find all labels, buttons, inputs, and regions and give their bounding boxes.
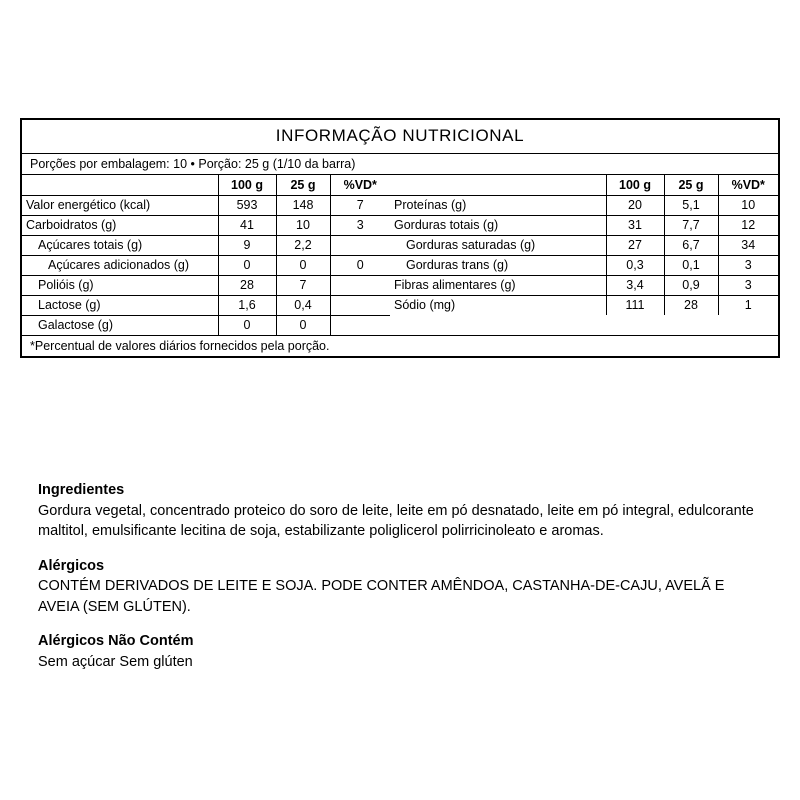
row-value-100g: 1,6 xyxy=(218,295,276,315)
table-row xyxy=(390,275,778,295)
row-label: Polióis (g) xyxy=(22,275,218,295)
row-label: Açúcares totais (g) xyxy=(22,235,218,255)
table-row-spacer xyxy=(390,315,778,335)
table-row xyxy=(390,235,778,255)
header-vd: %VD* xyxy=(330,175,390,195)
row-value-vd: 3 xyxy=(718,255,778,275)
row-label: Carboidratos (g) xyxy=(22,215,218,235)
row-value-100g: 31 xyxy=(606,215,664,235)
row-value-vd: 12 xyxy=(718,215,778,235)
row-value-100g: 9 xyxy=(218,235,276,255)
table-row xyxy=(22,275,390,295)
free-from-text: Sem açúcar Sem glúten xyxy=(38,654,193,671)
row-label: Gorduras trans (g) xyxy=(390,255,606,275)
row-value-25g: 5,1 xyxy=(664,195,718,215)
row-value-100g: 3,4 xyxy=(606,275,664,295)
row-value-25g: 6,7 xyxy=(664,235,718,255)
table-row xyxy=(22,315,390,335)
row-label: Gorduras saturadas (g) xyxy=(390,235,606,255)
row-value-vd xyxy=(330,275,390,295)
row-value-25g: 0 xyxy=(276,315,330,335)
table-row xyxy=(22,255,390,275)
row-value-vd: 1 xyxy=(718,295,778,315)
nutrition-facts-panel xyxy=(20,118,780,358)
row-value-25g: 10 xyxy=(276,215,330,235)
ingredients-heading: Ingredientes xyxy=(38,482,125,498)
spacer-cell xyxy=(718,315,778,335)
row-value-25g: 0,4 xyxy=(276,295,330,315)
allergens-heading: Alérgicos xyxy=(38,557,105,574)
row-value-vd: 7 xyxy=(330,195,390,215)
table-row xyxy=(22,295,390,315)
row-value-100g: 27 xyxy=(606,235,664,255)
row-value-25g: 0,9 xyxy=(664,275,718,295)
table-row xyxy=(22,235,390,255)
row-value-25g: 7 xyxy=(276,275,330,295)
row-value-100g: 0 xyxy=(218,255,276,275)
row-value-25g: 0 xyxy=(276,255,330,275)
table-header-row xyxy=(22,175,390,195)
table-header-row xyxy=(390,175,778,195)
row-value-100g: 0 xyxy=(218,315,276,335)
row-value-100g: 20 xyxy=(606,195,664,215)
row-value-25g: 28 xyxy=(664,295,718,315)
row-label: Fibras alimentares (g) xyxy=(390,275,606,295)
header-blank xyxy=(22,175,218,195)
table-row xyxy=(390,215,778,235)
product-info-block xyxy=(38,480,758,673)
free-from-heading: Alérgicos Não Contém xyxy=(38,633,194,650)
row-value-25g: 7,7 xyxy=(664,215,718,235)
row-label: Gorduras totais (g) xyxy=(390,215,606,235)
table-row xyxy=(22,195,390,215)
header-25g: 25 g xyxy=(276,175,330,195)
row-label: Proteínas (g) xyxy=(390,195,606,215)
row-value-100g: 28 xyxy=(218,275,276,295)
header-100g: 100 g xyxy=(218,175,276,195)
row-value-25g: 2,2 xyxy=(276,235,330,255)
row-value-100g: 593 xyxy=(218,195,276,215)
row-value-vd: 34 xyxy=(718,235,778,255)
nutrition-table-left xyxy=(22,175,390,335)
row-value-vd xyxy=(330,235,390,255)
panel-footnote: *Percentual de valores diários fornecidos pela porção. xyxy=(22,335,778,356)
header-blank xyxy=(390,175,606,195)
row-label: Açúcares adicionados (g) xyxy=(22,255,218,275)
row-value-25g: 0,1 xyxy=(664,255,718,275)
portion-info: Porções por embalagem: 10 • Porção: 25 g (1/10 da barra) xyxy=(22,153,778,175)
row-value-vd: 0 xyxy=(330,255,390,275)
spacer-cell xyxy=(664,315,718,335)
row-label: Valor energético (kcal) xyxy=(22,195,218,215)
row-value-100g: 0,3 xyxy=(606,255,664,275)
row-value-100g: 41 xyxy=(218,215,276,235)
row-value-25g: 148 xyxy=(276,195,330,215)
ingredients-text: Gordura vegetal, concentrado proteico do soro de leite, leite em pó desnatado, leite em pó integral, edulcorante maltitol, emulsificante lecitina de soja, estabilizante poliglicerol polirricinoleato e aromas. xyxy=(38,502,754,540)
allergens-text: CONTÉM DERIVADOS DE LEITE E SOJA. PODE CONTER AMÊNDOA, CASTANHA-DE-CAJU, AVELÃ E AVEIA (SEM GLÚTEN). xyxy=(38,578,725,615)
row-label: Sódio (mg) xyxy=(394,298,456,313)
header-25g: 25 g xyxy=(664,175,718,195)
nutrition-table-right xyxy=(390,175,778,335)
row-label: Galactose (g) xyxy=(38,318,114,333)
row-value-vd: 3 xyxy=(718,275,778,295)
header-100g: 100 g xyxy=(606,175,664,195)
row-label: Lactose (g) xyxy=(22,295,218,315)
table-row xyxy=(22,215,390,235)
table-row xyxy=(390,295,778,315)
table-row xyxy=(390,195,778,215)
row-value-vd: 10 xyxy=(718,195,778,215)
row-value-vd xyxy=(330,295,390,315)
spacer-cell xyxy=(390,315,606,335)
panel-title: INFORMAÇÃO NUTRICIONAL xyxy=(275,126,525,145)
table-row xyxy=(390,255,778,275)
spacer-cell xyxy=(606,315,664,335)
row-value-vd xyxy=(330,315,390,335)
row-value-vd: 3 xyxy=(330,215,390,235)
header-vd: %VD* xyxy=(718,175,778,195)
nutrition-tables xyxy=(22,175,778,335)
row-value-100g: 111 xyxy=(606,295,664,315)
